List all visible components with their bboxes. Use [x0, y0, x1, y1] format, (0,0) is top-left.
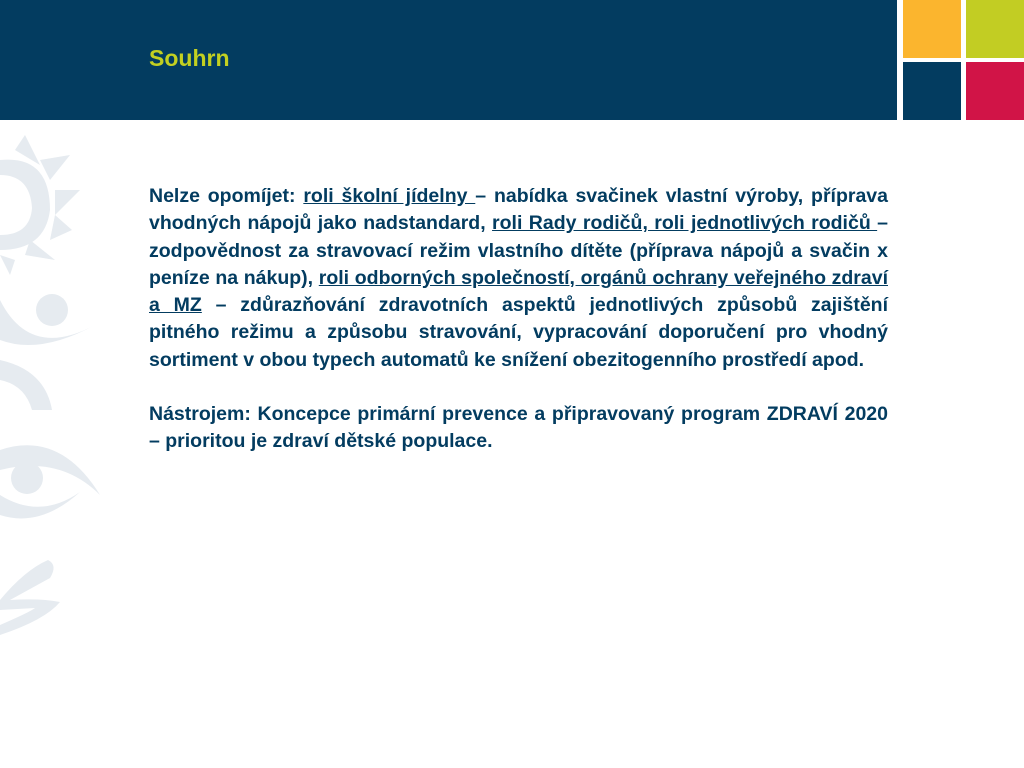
text-segment: – nabídka svačinek vlastní výroby, příprava vhodných nápojů jako nadstandard,	[149, 185, 888, 235]
decor-square-red	[966, 62, 1024, 120]
text-segment: – zodpovědnost za stravovací režim vlastního dítěte (příprava nápojů a svačin x peníze na nákup),	[149, 212, 888, 289]
decor-square-orange	[903, 0, 961, 58]
slide-title: Souhrn	[149, 45, 230, 71]
header-bar	[0, 0, 897, 120]
text-segment: – zdůrazňování zdravotních aspektů jednotlivých způsobů zajištění pitného režimu a způsobu stravování, vypracování doporučení pro vhodný sortiment v obou typech automatů ke snížení obezitogenního prostředí apod.	[149, 294, 888, 371]
text-segment: Nelze opomíjet:	[149, 185, 304, 207]
paragraph-tool: Nástrojem: Koncepce primární prevence a připravovaný program ZDRAVÍ 2020 – prioritou je zdraví dětské populace.	[149, 403, 888, 453]
paragraph-summary	[149, 183, 888, 374]
decor-square-navy	[903, 62, 961, 120]
underlined-segment: roli odborných společností, orgánů ochrany veřejného zdraví a MZ	[149, 266, 888, 317]
slide-body	[149, 183, 888, 483]
underlined-segment: roli Rady rodičů, roli jednotlivých rodičů	[492, 212, 878, 235]
underlined-segment: roli školní jídelny	[303, 185, 476, 207]
logo-watermark-icon	[0, 130, 120, 768]
decor-square-green	[966, 0, 1024, 58]
